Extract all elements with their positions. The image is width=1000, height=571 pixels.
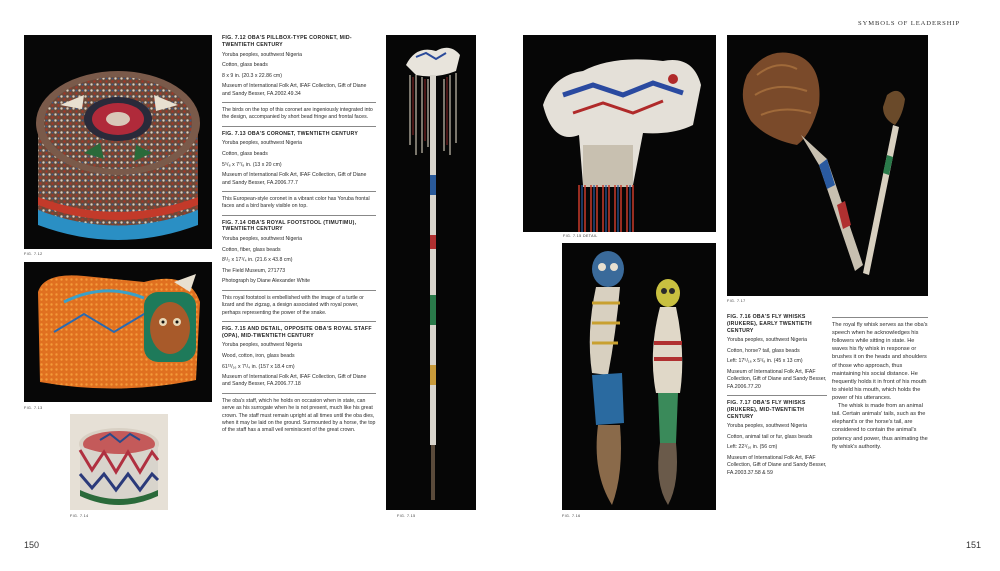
caption-desc-7-13: This European-style coronet in a vibrant color has Yoruba frontal faces and a bird barely visible on top. [222,195,370,210]
caption-photo-credit-7-14: Photograph by Diane Alexander White [222,278,310,285]
divider [222,321,376,322]
photo-staff-detail [523,35,716,232]
caption-people-7-14: Yoruba peoples, southwest Nigeria [222,236,302,243]
caption-materials-7-12: Cotton, glass beads [222,62,268,69]
fig-label-7-14: FIG. 7.14 [70,514,89,518]
caption-dimensions-7-16: Left: 17⁵/₁₆ x 5¹/₈ in. (45 x 13 cm) [727,358,803,365]
page-number-right: 151 [966,540,982,550]
divider [222,215,376,216]
divider [222,126,376,127]
caption-people-7-15: Yoruba peoples, southwest Nigeria [222,342,302,349]
photo-royal-staff [386,35,476,510]
caption-materials-7-14: Cotton, fiber, glass beads [222,246,281,253]
fig-label-7-12: FIG. 7.12 [24,252,43,256]
fig-label-7-13: FIG. 7.13 [24,406,43,410]
side-body-text [832,321,928,451]
page-number-left: 150 [24,540,40,550]
divider [727,395,827,396]
caption-dimensions-7-14: 8¹/₂ x 17¹/₄ in. (21.6 x 43.8 cm) [222,257,293,264]
caption-materials-7-16: Cotton, horse? tail, glass beads [727,347,800,354]
caption-credit-7-15: Museum of International Folk Art, IFAF Collection, Gift of Diane and Sandy Besser, FA.2006.77.18 [222,374,367,388]
caption-materials-7-17: Cotton, animal tail or fur, glass beads [727,433,813,440]
photo-european-coronet [24,262,212,402]
divider [222,290,376,291]
caption-title-7-16: FIG. 7.16 OBA'S FLY WHISKS (IRUKERE), EARLY TWENTIETH CENTURY [727,314,812,334]
caption-desc-7-12: The birds on the top of this coronet are ingeniously integrated into the design, accompanied by short bead fringe and frontal faces. [222,106,373,121]
fig-label-7-15: FIG. 7.15 [397,514,416,518]
caption-people-7-13: Yoruba peoples, southwest Nigeria [222,140,302,147]
caption-materials-7-13: Cotton, glass beads [222,151,268,157]
caption-dimensions-7-17: Left: 22¹/₁₆ in. (56 cm) [727,444,778,451]
photo-pillbox-coronet [24,35,212,249]
caption-title-7-14: FIG. 7.14 OBA'S ROYAL FOOTSTOOL (TIMUTIMU), TWENTIETH CENTURY [222,219,357,233]
caption-credit-7-12: Museum of International Folk Art, IFAF Collection, Gift of Diane and Sandy Besser, FA.2002.49.34 [222,83,367,97]
caption-museum-7-14: The Field Museum, 271773 [222,267,286,274]
fig-label-7-15-detail: FIG. 7.15 DETAIL [563,234,598,238]
caption-materials-7-15: Wood, cotton, iron, glass beads [222,352,295,359]
caption-people-7-17: Yoruba peoples, southwest Nigeria [727,423,807,430]
caption-dimensions-7-13: 5⁵/₈ x 7⁷/₈ in. (13 x 20 cm) [222,161,282,168]
side-paragraph-2: The whisk is made from an animal tail. Certain animals' tails, such as the elephant's or the horse's tail, are considered to contain the animal's potency and power, thus animating the fly whisk's authority. [832,403,928,450]
running-head: SYMBOLS OF LEADERSHIP [858,20,961,27]
photo-royal-footstool [70,414,168,510]
caption-credit-7-16: Museum of International Folk Art, IFAF Collection, Gift of Diane and Sandy Besser, FA.2006.77.20 [727,368,827,390]
caption-title-7-12: FIG. 7.12 OBA'S PILLBOX-TYPE CORONET, MID-TWENTIETH CENTURY [222,35,352,48]
caption-title-7-17: FIG. 7.17 OBA'S FLY WHISKS (IRUKERE), MID-TWENTIETH CENTURY [727,400,806,420]
caption-title-7-13: FIG. 7.13 OBA'S CORONET, TWENTIETH CENTURY [222,130,359,137]
caption-people-7-16: Yoruba peoples, southwest Nigeria [727,337,807,344]
photo-fly-whisks-mid [727,35,928,296]
divider [222,393,376,394]
fig-label-7-17: FIG. 7.17 [727,299,746,303]
divider [222,191,376,192]
photo-fly-whisks-early [562,243,716,510]
side-paragraph-1: The royal fly whisk serves as the oba's speech when he acknowledges his followers while sitting in state. He waves his fly whisk in response or brushes it on the heads and shoulders of those who approach, thus maintaining his social distance. He frequently holds it in front of his mouth to shield his mouth, which holds the power of his utterances. [832,322,928,401]
caption-dimensions-7-12: 8 x 9 in. (20.3 x 22.86 cm) [222,72,282,79]
caption-people-7-12: Yoruba peoples, southwest Nigeria [222,51,302,58]
caption-title-7-15: FIG. 7.15 AND DETAIL, OPPOSITE OBA'S ROYAL STAFF (OPA), MID-TWENTIETH CENTURY [222,325,372,339]
caption-dimensions-7-15: 61¹³/₁₆ x 7¹/₄ in. (157 x 18.4 cm) [222,363,295,370]
caption-desc-7-14: This royal footstool is embellished with the image of a turtle or lizard and the zigzag, a design associated with royal power, perhaps representing the power of the snake. [222,294,364,316]
divider [222,102,376,103]
caption-credit-7-13: Museum of International Folk Art, IFAF Collection, Gift of Diane and Sandy Besser, FA.2006.77.7 [222,172,367,186]
side-text-divider [832,317,928,318]
left-caption-column [222,35,376,438]
caption-desc-7-15: The oba's staff, which he holds on occasion when in state, can serve as his surrogate when he is not present, much like his great crown. The staff must remain upright at all times until the oba dies, when it may be laid on the ground. Surmounted by a horse, the top of the staff has a small veil reminiscent of the great crown. [222,397,376,434]
caption-credit-7-17: Museum of International Folk Art, IFAF Collection, Gift of Diane and Sandy Besser, FA.2003.37.58 & 59 [727,455,827,476]
right-caption-column [727,314,827,480]
fig-label-7-16: FIG. 7.16 [562,514,581,518]
